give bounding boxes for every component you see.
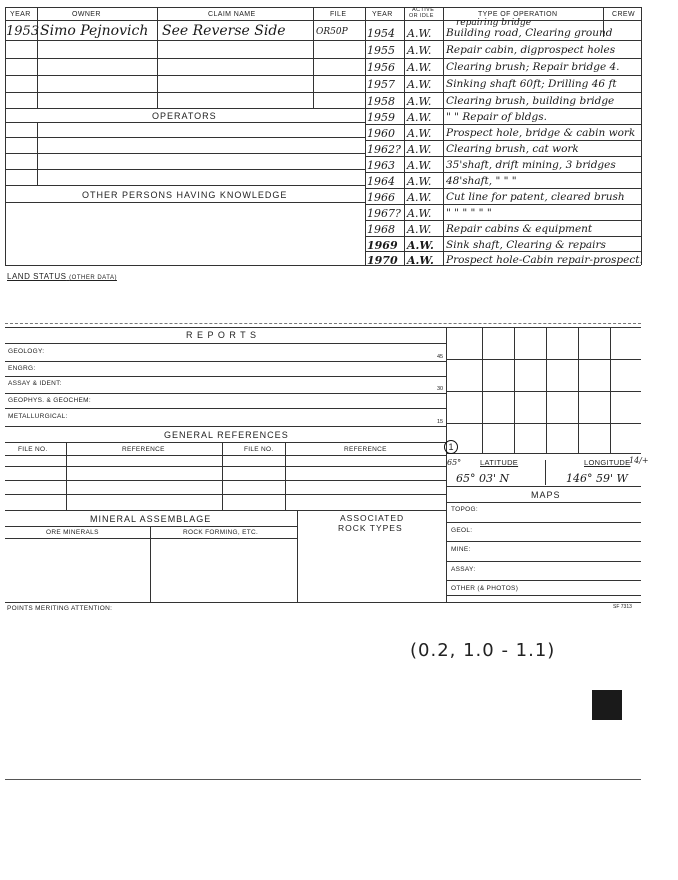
latitude-value: 65° 03' N [456, 472, 510, 485]
geophys-label: GEOPHYS. & GEOCHEM: [8, 397, 91, 404]
claim-year: 1953 [6, 24, 40, 39]
operation-type: " " Repair of bldgs. [446, 111, 547, 123]
form-code: SF 7313 [613, 604, 632, 610]
ref-file-no-header-1: FILE NO. [18, 446, 48, 453]
maps-other-label: OTHER (& PHOTOS) [451, 585, 519, 592]
active-header-line1: ACTIVE [412, 7, 435, 13]
operation-year: 1955 [367, 44, 395, 57]
operation-status: A.W. [407, 207, 432, 220]
operators-title: OPERATORS [152, 111, 217, 121]
operation-note: repairing bridge [456, 18, 532, 28]
ore-minerals-header: ORE MINERALS [46, 529, 99, 536]
operation-year: 1957 [367, 78, 395, 91]
latitude-degree: 65° [447, 458, 462, 467]
year-right-header: YEAR [372, 11, 393, 18]
maps-mine-label: MINE: [451, 546, 471, 553]
mineral-assemblage-title: MINERAL ASSEMBLAGE [90, 514, 212, 524]
land-status-title: LAND STATUS [7, 272, 67, 281]
operation-type: Cut line for patent, cleared brush [446, 191, 625, 203]
operation-year: 1963 [367, 159, 395, 172]
operation-status: A.W. [407, 175, 432, 188]
owner-header: OWNER [72, 11, 101, 18]
operation-status: A.W. [407, 44, 432, 57]
ref-reference-header-2: REFERENCE [344, 446, 387, 453]
operation-year: 1969 [367, 239, 398, 252]
longitude-label: LONGITUDE [584, 458, 631, 467]
operation-status: A.W. [407, 143, 432, 156]
operation-year: 1964 [367, 175, 395, 188]
operation-status: A.W. [407, 239, 434, 252]
engrg-label: ENGRG: [8, 365, 36, 372]
operation-year: 1970 [367, 254, 398, 267]
operation-year: 1960 [367, 127, 395, 140]
operation-year: 1954 [367, 27, 395, 40]
assay-label: ASSAY & IDENT: [8, 380, 62, 387]
land-status-subtitle: (OTHER DATA) [69, 275, 117, 281]
operation-type: Sinking shaft 60ft; Drilling 46 ft [446, 78, 617, 90]
assay-number: 30 [437, 386, 444, 392]
operation-type: Clearing brush, cat work [446, 143, 579, 155]
operation-year: 1968 [367, 223, 395, 236]
geology-label: GEOLOGY: [8, 348, 45, 355]
operation-status: A.W. [407, 95, 432, 108]
operation-type: " " " " " " [446, 207, 492, 219]
operation-type: Building road, Clearing ground [446, 27, 613, 39]
claim-name-header: CLAIM NAME [208, 11, 256, 18]
operation-year: 1962? [367, 143, 401, 156]
operation-type: Clearing brush, building bridge [446, 95, 615, 107]
longitude-suffix: 14/+ [629, 456, 649, 465]
ref-reference-header-1: REFERENCE [122, 446, 165, 453]
operation-type: Prospect hole-Cabin repair-prospect. [446, 254, 643, 266]
operation-year: 1959 [367, 111, 395, 124]
operation-status: A.W. [407, 191, 432, 204]
operation-type: Repair cabins & equipment [446, 223, 593, 235]
claim-owner: Simo Pejnovich [40, 23, 149, 39]
metallurgical-label: METALLURGICAL: [8, 413, 68, 420]
maps-geol-label: GEOL: [451, 527, 473, 534]
black-square-mark [592, 690, 622, 720]
active-header-line2: OR IDLE [409, 13, 434, 19]
operation-status: A.W. [407, 111, 432, 124]
operation-year: 1966 [367, 191, 395, 204]
ref-file-no-header-2: FILE NO. [244, 446, 274, 453]
geology-number: 45 [437, 354, 444, 360]
maps-assay-label: ASSAY: [451, 566, 476, 573]
general-references-title: GENERAL REFERENCES [164, 430, 289, 440]
claim-name: See Reverse Side [162, 23, 286, 39]
metallurgical-number: 15 [437, 419, 444, 425]
points-meriting-attention-label: POINTS MERITING ATTENTION: [7, 605, 113, 612]
maps-topog-label: TOPOG: [451, 506, 478, 513]
associated-rock-types-line1: ASSOCIATED [340, 513, 405, 523]
other-persons-title: OTHER PERSONS HAVING KNOWLEDGE [82, 190, 288, 200]
operation-type: 35'shaft, drift mining, 3 bridges [446, 159, 616, 171]
operation-status: A.W. [407, 27, 432, 40]
associated-rock-types-line2: ROCK TYPES [338, 523, 403, 533]
file-header: FILE [330, 11, 347, 18]
year-header: YEAR [10, 11, 31, 18]
reports-title: R E P O R T S [186, 330, 258, 340]
handwritten-note: (0.2, 1.0 - 1.1) [410, 640, 556, 661]
operation-type: Sink shaft, Clearing & repairs [446, 239, 606, 251]
operation-type: Prospect hole, bridge & cabin work [446, 127, 636, 139]
operation-year: 1956 [367, 61, 395, 74]
rock-forming-header: ROCK FORMING, ETC. [183, 529, 259, 536]
latitude-label: LATITUDE [480, 458, 519, 467]
type-of-operation-header: TYPE OF OPERATION [478, 11, 558, 18]
operation-status: A.W. [407, 223, 432, 236]
crew-header: CREW [612, 11, 635, 18]
operation-status: A.W. [407, 254, 434, 267]
operation-status: A.W. [407, 61, 432, 74]
operation-year: 1967? [367, 207, 401, 220]
operation-status: A.W. [407, 159, 432, 172]
operation-type: 48'shaft, " " " [446, 175, 517, 187]
operation-type: Repair cabin, digprospect holes [446, 44, 616, 56]
operation-type: Clearing brush; Repair bridge 4. [446, 61, 620, 73]
operation-status: A.W. [407, 78, 432, 91]
longitude-value: 146° 59' W [566, 472, 628, 485]
operation-year: 1958 [367, 95, 395, 108]
maps-title: MAPS [531, 490, 561, 500]
claim-file: OR50P [316, 27, 348, 37]
operation-status: A.W. [407, 127, 432, 140]
location-marker: 1 [444, 440, 458, 454]
